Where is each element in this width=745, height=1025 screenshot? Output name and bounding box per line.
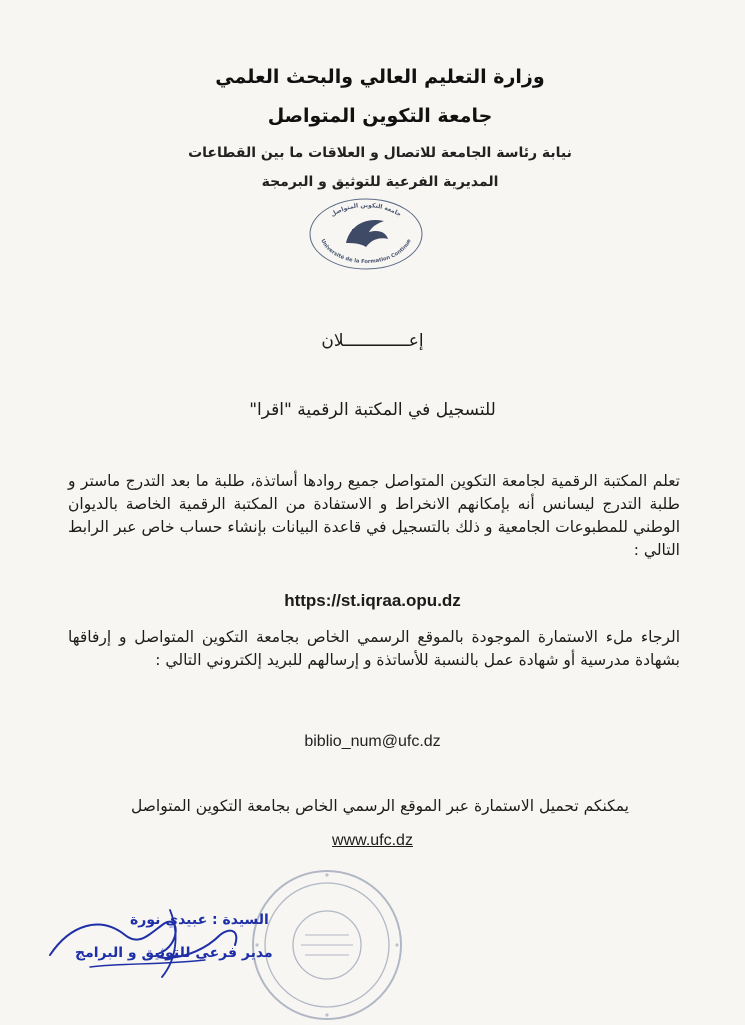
- registration-link[interactable]: https://st.iqraa.opu.dz: [284, 591, 461, 610]
- university-header: جامعة التكوين المتواصل: [267, 105, 493, 127]
- contact-email-link[interactable]: biblio_num@ufc.dz: [304, 733, 441, 750]
- body-paragraph-1: تعلم المكتبة الرقمية لجامعة التكوين المتواصل جميع روادها أساتذة، طلبة ما بعد التدرج ماستر و طلبة التدرج ليسانس أنه بإمكانهم الانخراط و الاستفادة من المكتبة الرقمية الخاصة بالديوان الوطني للمطبوعات الجامعية و ذلك بالتسجيل في قاعدة البيانات بإنشاء حساب خاص عبر الرابط التالي :: [68, 472, 680, 559]
- ministry-header: وزارة التعليم العالي والبحث العلمي: [215, 66, 545, 88]
- signatory-name: السيدة : عبيدي نورة: [130, 912, 269, 928]
- announcement-subtitle: للتسجيل في المكتبة الرقمية "اقرا": [249, 400, 496, 420]
- sub-directorate-header: المديرية الفرعية للتوثيق و البرمجة: [261, 174, 499, 190]
- logo-arabic-text: جامعة التكوين المتواصل: [329, 201, 403, 219]
- body-paragraph-3: يمكنكم تحميل الاستمارة عبر الموقع الرسمي الخاص بجامعة التكوين المتواصل: [130, 797, 629, 815]
- university-logo: [306, 197, 426, 271]
- svg-text:جامعة التكوين المتواصل: [330, 202, 403, 218]
- logo-french-text: Université de la Formation Continue: [319, 238, 413, 265]
- announcement-title: إعـــــــــــــلان: [321, 331, 424, 351]
- signatory-role: مدير فرعي للتوثيق و البرامج: [75, 945, 273, 961]
- body-paragraph-2: الرجاء ملء الاستمارة الموجودة بالموقع الرسمي الخاص بجامعة التكوين المتواصل و إرفاقها بشهادة مدرسية أو شهادة عمل بالنسبة للأساتذة و إرسالهم للبريد إلكتروني التالي :: [68, 628, 680, 669]
- vice-rectorate-header: نيابة رئاسة الجامعة للاتصال و العلاقات ما بين القطاعات: [188, 145, 572, 161]
- website-link[interactable]: www.ufc.dz: [332, 832, 413, 849]
